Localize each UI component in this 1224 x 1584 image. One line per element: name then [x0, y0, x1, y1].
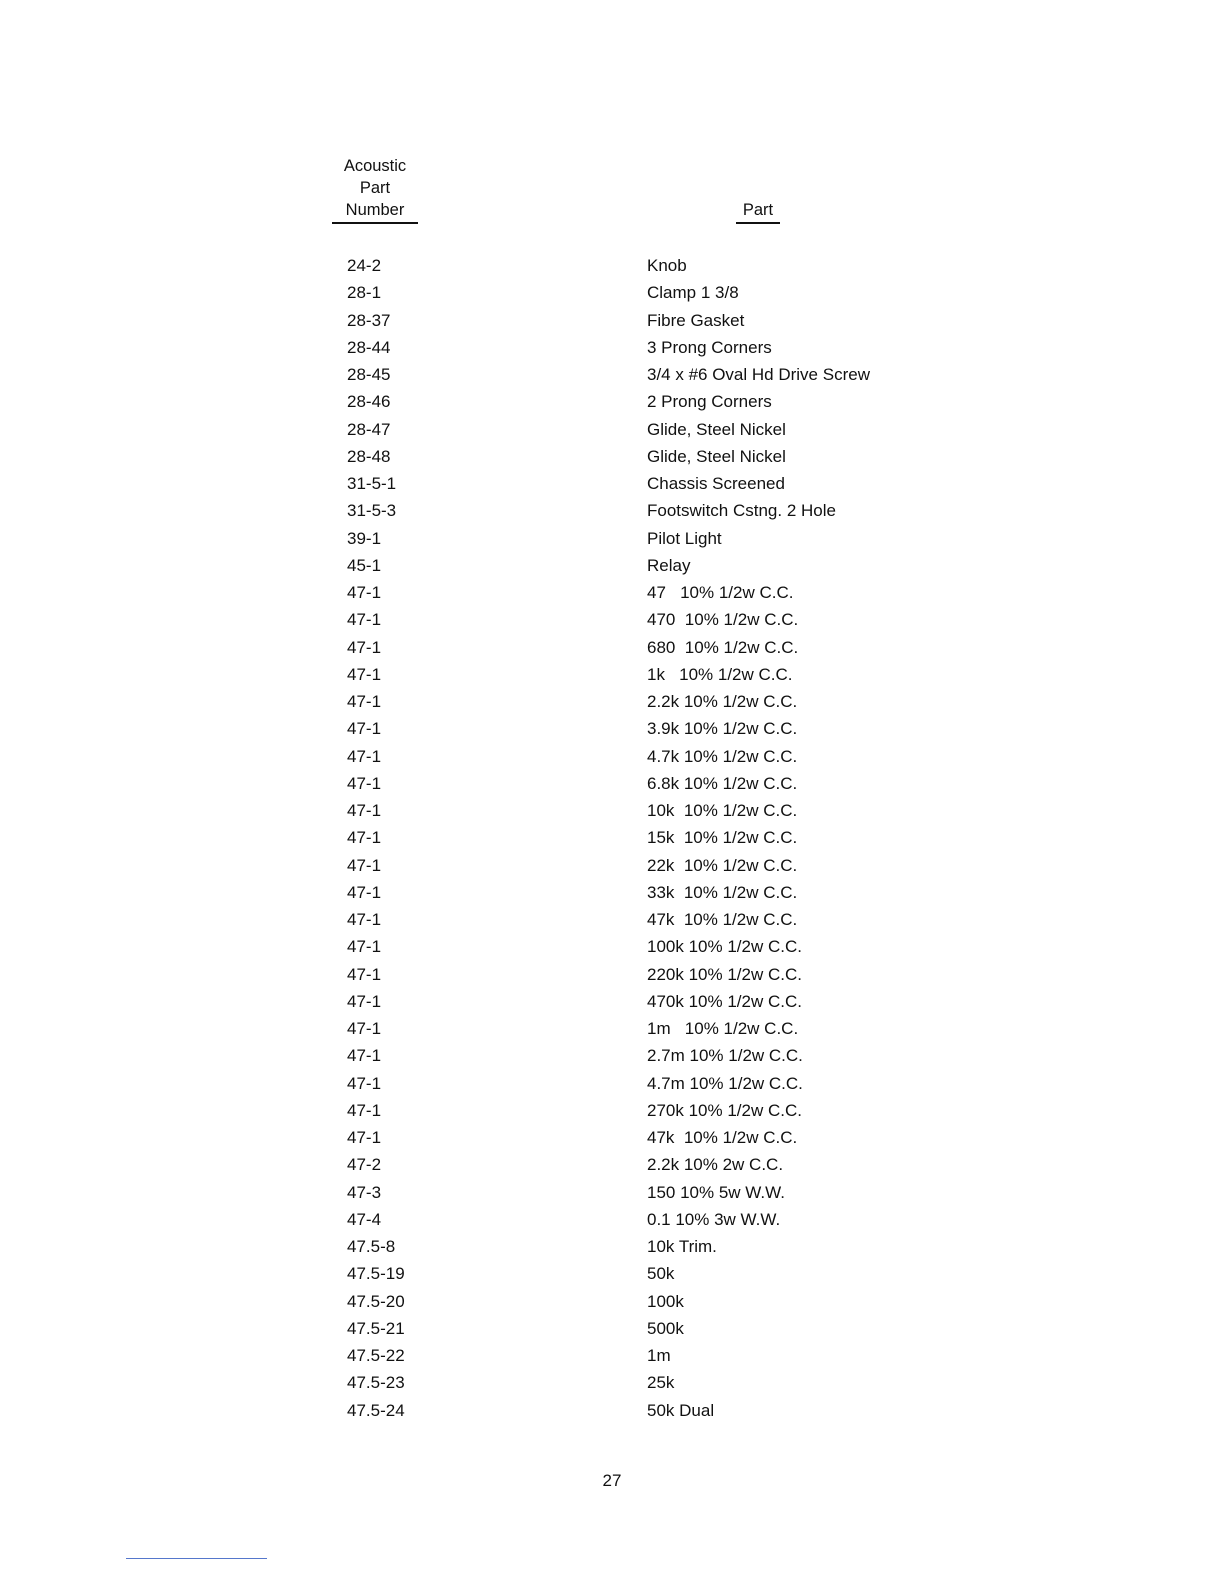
parts-list-row	[0, 1206, 1224, 1233]
parts-list-row	[0, 606, 1224, 633]
part-number: 47-1	[347, 746, 382, 766]
part-number: 47-1	[347, 583, 382, 602]
parts-list-row	[0, 1179, 1224, 1206]
part-description: 470k 10% 1/2w C.C.	[647, 991, 802, 1011]
part-description: 150 10% 5w W.W.	[647, 1182, 785, 1202]
part-number: 31-5-3	[347, 501, 397, 521]
part-description: 270k 10% 1/2w C.C.	[647, 1100, 802, 1120]
part-description: 33k 10% 1/2w C.C.	[647, 882, 798, 902]
part-description: Fibre Gasket	[647, 310, 745, 330]
part-description: Chassis Screened	[647, 474, 785, 493]
part-number: 47.5-22	[347, 1346, 405, 1365]
footer-rule	[126, 1558, 267, 1559]
part-number: 47-1	[347, 664, 382, 684]
part-description: 6.8k 10% 1/2w C.C.	[647, 773, 798, 793]
parts-list-row	[0, 988, 1224, 1015]
parts-list-row	[0, 688, 1224, 715]
part-number: 28-45	[347, 365, 391, 384]
header-number: Number	[332, 199, 418, 224]
part-number: 28-37	[347, 310, 391, 330]
part-description: 25k	[647, 1373, 675, 1393]
parts-list-row	[0, 634, 1224, 661]
parts-list-row	[0, 961, 1224, 988]
part-number: 47.5-8	[347, 1237, 396, 1256]
parts-list-row	[0, 1097, 1224, 1124]
part-number: 47-1	[347, 1046, 382, 1066]
part-description: 2.2k 10% 2w C.C.	[647, 1155, 784, 1175]
part-description: Knob	[647, 256, 687, 275]
part-number: 45-1	[347, 555, 382, 575]
part-description: 100k 10% 1/2w C.C.	[647, 937, 802, 957]
part-number: 31-5-1	[347, 474, 397, 493]
part-description: 4.7k 10% 1/2w C.C.	[647, 746, 798, 766]
part-description: 2.7m 10% 1/2w C.C.	[647, 1046, 803, 1066]
parts-list-row	[0, 579, 1224, 606]
parts-list	[0, 252, 1224, 1424]
parts-list-row	[0, 1124, 1224, 1151]
parts-list-row	[0, 334, 1224, 361]
part-description: 47 10% 1/2w C.C.	[647, 583, 794, 602]
part-number: 47-1	[347, 1128, 382, 1147]
parts-list-row	[0, 906, 1224, 933]
parts-list-row	[0, 525, 1224, 552]
part-number: 47-1	[347, 937, 382, 957]
part-number: 47-1	[347, 610, 382, 630]
part-description: 680 10% 1/2w C.C.	[647, 637, 799, 657]
part-number: 28-1	[347, 283, 382, 303]
parts-list-row	[0, 1315, 1224, 1342]
part-description: 470 10% 1/2w C.C.	[647, 610, 799, 630]
parts-list-row	[0, 1042, 1224, 1069]
parts-list-row	[0, 1233, 1224, 1260]
part-number: 47-1	[347, 964, 382, 984]
part-number: 47-1	[347, 1100, 382, 1120]
part-number: 47-1	[347, 692, 382, 711]
parts-list-row	[0, 933, 1224, 960]
part-description: Pilot Light	[647, 528, 722, 548]
part-description: 50k	[647, 1264, 675, 1284]
part-description: Relay	[647, 555, 691, 575]
parts-list-row	[0, 1015, 1224, 1042]
part-number: 47-1	[347, 801, 382, 820]
page-number: 27	[602, 1471, 622, 1490]
parts-list-row	[0, 1288, 1224, 1315]
parts-list-row	[0, 1397, 1224, 1424]
part-number: 28-46	[347, 392, 391, 412]
part-number: 24-2	[347, 256, 382, 275]
part-number: 47-1	[347, 855, 382, 875]
part-number: 47-2	[347, 1155, 382, 1175]
part-number: 47-1	[347, 882, 382, 902]
header-acoustic: Acoustic	[343, 157, 407, 175]
parts-list-row	[0, 1369, 1224, 1396]
part-description: Glide, Steel Nickel	[647, 446, 786, 466]
part-description: 3/4 x #6 Oval Hd Drive Screw	[647, 365, 870, 384]
part-number: 47-1	[347, 1019, 382, 1038]
part-description: 100k	[647, 1291, 684, 1311]
part-description: 10k 10% 1/2w C.C.	[647, 801, 798, 820]
part-description: 15k 10% 1/2w C.C.	[647, 828, 798, 848]
part-number: 28-44	[347, 337, 391, 357]
part-number: 39-1	[347, 528, 382, 548]
part-description: 3 Prong Corners	[647, 337, 772, 357]
part-column-header: Part	[736, 199, 780, 224]
part-number: 47.5-21	[347, 1318, 405, 1338]
part-description: 2 Prong Corners	[647, 392, 772, 412]
part-description: Clamp 1 3/8	[647, 283, 739, 303]
part-number: 28-47	[347, 419, 391, 439]
part-number: 47-1	[347, 1073, 382, 1093]
parts-list-row	[0, 279, 1224, 306]
part-number: 47-1	[347, 637, 382, 657]
parts-list-row	[0, 661, 1224, 688]
part-number: 47.5-23	[347, 1373, 405, 1393]
parts-list-row	[0, 470, 1224, 497]
parts-list-row	[0, 252, 1224, 279]
part-number-column-header	[332, 155, 418, 224]
parts-list-row	[0, 715, 1224, 742]
part-description: 1m	[647, 1346, 671, 1365]
parts-list-row	[0, 1151, 1224, 1178]
part-description: 0.1 10% 3w W.W.	[647, 1209, 781, 1229]
parts-list-row	[0, 824, 1224, 851]
part-description: 47k 10% 1/2w C.C.	[647, 910, 798, 929]
parts-list-row	[0, 1342, 1224, 1369]
parts-list-row	[0, 852, 1224, 879]
parts-list-row	[0, 361, 1224, 388]
part-description: Glide, Steel Nickel	[647, 419, 786, 439]
part-number: 47.5-20	[347, 1291, 405, 1311]
part-description: 4.7m 10% 1/2w C.C.	[647, 1073, 803, 1093]
part-description: 10k Trim.	[647, 1237, 717, 1256]
part-number: 28-48	[347, 446, 391, 466]
part-description: 1k 10% 1/2w C.C.	[647, 664, 793, 684]
part-number: 47-1	[347, 828, 382, 848]
parts-list-row	[0, 1260, 1224, 1287]
parts-list-row	[0, 797, 1224, 824]
parts-list-row	[0, 879, 1224, 906]
part-number: 47-1	[347, 773, 382, 793]
part-description: 47k 10% 1/2w C.C.	[647, 1128, 798, 1147]
parts-list-row	[0, 497, 1224, 524]
part-number: 47-1	[347, 910, 382, 929]
part-number: 47-4	[347, 1209, 382, 1229]
part-description: 220k 10% 1/2w C.C.	[647, 964, 802, 984]
part-number: 47.5-24	[347, 1400, 405, 1420]
parts-list-row	[0, 443, 1224, 470]
part-description: Footswitch Cstng. 2 Hole	[647, 501, 836, 521]
parts-list-row	[0, 552, 1224, 579]
parts-list-row	[0, 1070, 1224, 1097]
part-description: 3.9k 10% 1/2w C.C.	[647, 719, 798, 739]
part-description: 22k 10% 1/2w C.C.	[647, 855, 798, 875]
parts-list-row	[0, 743, 1224, 770]
header-part: Part	[359, 179, 391, 197]
part-description: 1m 10% 1/2w C.C.	[647, 1019, 799, 1038]
parts-list-row	[0, 388, 1224, 415]
part-number: 47.5-19	[347, 1264, 405, 1284]
part-number: 47-3	[347, 1182, 382, 1202]
part-description: 500k	[647, 1318, 684, 1338]
parts-list-row	[0, 416, 1224, 443]
part-number: 47-1	[347, 991, 382, 1011]
part-description: 50k Dual	[647, 1400, 715, 1420]
part-number: 47-1	[347, 719, 382, 739]
parts-list-row	[0, 770, 1224, 797]
parts-list-row	[0, 307, 1224, 334]
part-description: 2.2k 10% 1/2w C.C.	[647, 692, 798, 711]
